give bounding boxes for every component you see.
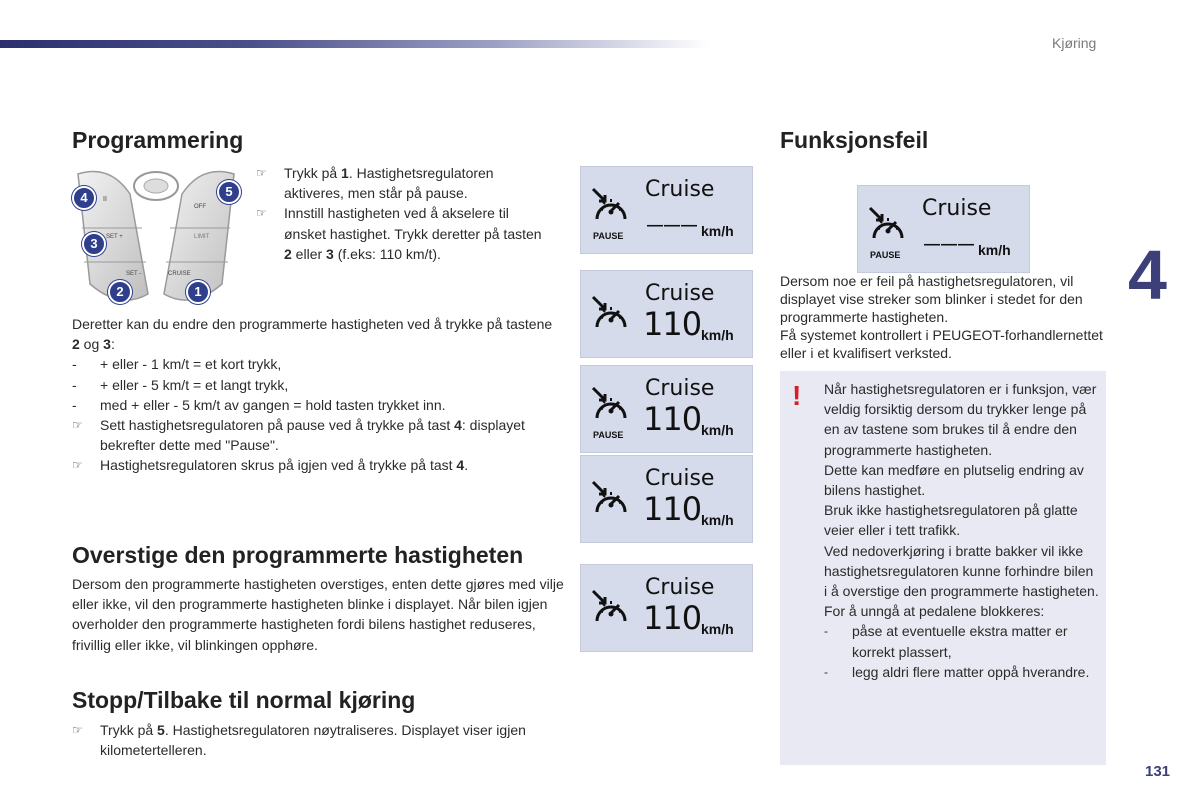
control-label-pause: II — [103, 196, 107, 203]
step-text: Sett hastighetsregulatoren på pause ved å trykke på tast — [100, 417, 455, 434]
hand-icon: ☞ — [72, 723, 83, 737]
cruise-label: Cruise — [645, 281, 715, 306]
key-ref: 4 — [454, 417, 462, 434]
cruise-label: Cruise — [645, 376, 715, 401]
speed-unit: km/h — [701, 223, 734, 239]
cruise-display — [580, 455, 753, 543]
step-text: eller — [291, 245, 327, 262]
cruise-display — [580, 564, 753, 652]
hand-icon: ☞ — [256, 206, 267, 221]
cruise-label: Cruise — [645, 466, 715, 491]
dash-marker: - — [72, 396, 77, 413]
pause-label: PAUSE — [593, 430, 624, 440]
speed-value: 110 — [643, 599, 702, 637]
dash-marker: - — [824, 664, 828, 679]
speedometer-icon — [866, 204, 908, 249]
cruise-label: Cruise — [645, 575, 715, 600]
control-label-cruise: CRUISE — [168, 271, 191, 277]
stopp-title: Stopp/Tilbake til normal kjøring — [72, 687, 416, 713]
programmering-title: Programmering — [72, 127, 244, 153]
key-ref: 2 — [284, 245, 292, 262]
key-ref: 3 — [103, 336, 111, 353]
dash-marker: - — [824, 624, 828, 639]
dash-text: legg aldri flere matter oppå hverandre. — [852, 663, 1090, 680]
dash-marker: - — [72, 356, 77, 373]
speed-unit: km/h — [701, 327, 734, 343]
control-label-off: OFF — [194, 204, 206, 210]
chapter-number: 4 — [1128, 236, 1167, 314]
badge-3: 3 — [82, 232, 106, 256]
key-ref: 4 — [456, 457, 465, 474]
section-label: Kjøring — [1052, 35, 1097, 51]
header-bar — [0, 40, 710, 48]
dash-text: med + eller - 5 km/t av gangen = hold tasten trykket inn. — [100, 396, 446, 413]
step-text: Trykk på — [284, 165, 342, 181]
step-item — [72, 455, 562, 475]
warning-line: Dette kan medføre en plutselig endring av bilens hastighet. — [824, 461, 1084, 499]
step-item — [256, 203, 546, 264]
para-text: Deretter kan du endre den programmerte hastigheten ved å trykke på tastene — [72, 316, 553, 332]
badge-2: 2 — [108, 280, 132, 304]
warning-icon: ! — [792, 380, 802, 411]
hand-icon: ☞ — [72, 458, 83, 473]
speed-dashes: ——— — [924, 236, 975, 253]
step-text: Innstill hastigheten ved å akselere til ønsket hastighet. Trykk deretter på tasten — [284, 205, 542, 242]
dash-text: påse at eventuelle ekstra matter er korrekt plassert, — [852, 623, 1068, 660]
step-text: Trykk på — [100, 722, 158, 738]
cruise-display — [857, 185, 1030, 273]
speed-unit: km/h — [701, 621, 734, 637]
key-ref: 3 — [326, 245, 334, 262]
cruise-display — [580, 270, 753, 358]
step-text: . — [464, 457, 469, 474]
step-item — [72, 415, 562, 455]
control-label-limit: LIMIT — [194, 234, 210, 240]
para-text: : — [110, 336, 115, 353]
programmering-body — [72, 314, 562, 476]
steering-controls-illustration — [70, 164, 242, 310]
dash-item — [72, 395, 562, 415]
cruise-display — [580, 166, 753, 254]
dash-item — [72, 354, 562, 374]
fault-paragraph: Dersom noe er feil på hastighetsregulatoren, vil displayet vise streker som blinker i stedet for den programmerte hastigheten. — [780, 273, 1083, 325]
funksjonsfeil-title: Funksjonsfeil — [780, 127, 929, 153]
funksjonsfeil-text — [780, 272, 1110, 362]
dash-item — [72, 375, 562, 395]
dash-text: + eller - 1 km/t = et kort trykk, — [100, 356, 282, 373]
warning-line: Bruk ikke hastighetsregulatoren på glatte veier eller i tett trafikk. — [824, 502, 1078, 539]
warning-text — [824, 379, 1100, 682]
speedometer-icon — [589, 478, 631, 523]
speed-unit: km/h — [978, 242, 1011, 258]
cruise-label: Cruise — [922, 196, 992, 221]
overstige-text: Dersom den programmerte hastigheten overstiges, enten dette gjøres med vilje eller ikke, vil den programmerte hastigheten blinke i displayet. Når bilen igjen overholder den programmerte hastigheten fordi bilens hastighet reduseres, frivillig eller ikke, vil blinkingen opphøre. — [72, 576, 564, 653]
key-ref: 2 — [72, 336, 80, 353]
stopp-body — [72, 720, 552, 760]
cruise-display — [580, 365, 753, 453]
speed-value: 110 — [643, 305, 702, 343]
badge-1: 1 — [186, 280, 210, 304]
step-item — [256, 163, 546, 203]
speed-value: 110 — [643, 400, 702, 438]
control-label-set-minus: SET - — [126, 271, 142, 277]
speed-unit: km/h — [701, 512, 734, 528]
control-label-set-plus: SET + — [106, 234, 123, 240]
speed-dashes: ——— — [647, 217, 698, 234]
speedometer-icon — [589, 384, 631, 429]
dash-marker: - — [72, 376, 77, 393]
step-item — [72, 720, 552, 760]
programmering-steps — [256, 163, 546, 264]
badge-5: 5 — [217, 180, 241, 204]
step-text: : displayet bekrefter dette med "Pause". — [100, 417, 525, 454]
warning-line: For å unngå at pedalene blokkeres: — [824, 603, 1045, 620]
step-text: . Hastighetsregulatoren nøytraliseres. Displayet viser igjen kilometertelleren. — [100, 722, 526, 759]
speedometer-icon — [589, 293, 631, 338]
fault-paragraph: Få systemet kontrollert i PEUGEOT-forhandlernettet eller i et kvalifisert verksted. — [780, 327, 1103, 361]
speedometer-icon — [589, 185, 631, 230]
adjust-paragraph — [72, 314, 562, 354]
key-ref: 5 — [157, 722, 165, 738]
hand-icon: ☞ — [72, 418, 83, 433]
para-text: og — [79, 336, 104, 353]
speed-value: 110 — [643, 490, 702, 528]
warning-line: Ved nedoverkjøring i bratte bakker vil ikke hastighetsregulatoren kunne forhindre bilen i å overstige den programmerte hastigheten. — [824, 542, 1099, 600]
overstige-title: Overstige den programmerte hastigheten — [72, 542, 524, 568]
dash-text: + eller - 5 km/t = et langt trykk, — [100, 376, 289, 393]
page-number: 131 — [1145, 763, 1171, 780]
cruise-label: Cruise — [645, 177, 715, 202]
step-text: . Hastighetsregulatoren aktiveres, men står på pause. — [284, 165, 494, 202]
pause-label: PAUSE — [870, 250, 901, 260]
step-text: (f.eks: 110 km/t). — [333, 245, 441, 262]
key-ref: 1 — [341, 165, 349, 181]
warning-dash-item — [824, 662, 1100, 682]
speed-unit: km/h — [701, 422, 734, 438]
badge-4: 4 — [72, 186, 96, 210]
hand-icon: ☞ — [256, 166, 267, 180]
pause-label: PAUSE — [593, 231, 624, 241]
step-text: Hastighetsregulatoren skrus på igjen ved å trykke på tast — [100, 457, 457, 474]
warning-line: Når hastighetsregulatoren er i funksjon, vær veldig forsiktig dersom du trykker lenge på en av tastene som brukes til å endre den programmerte hastigheten. — [824, 381, 1097, 458]
warning-dash-item — [824, 621, 1100, 661]
speedometer-icon — [589, 587, 631, 632]
